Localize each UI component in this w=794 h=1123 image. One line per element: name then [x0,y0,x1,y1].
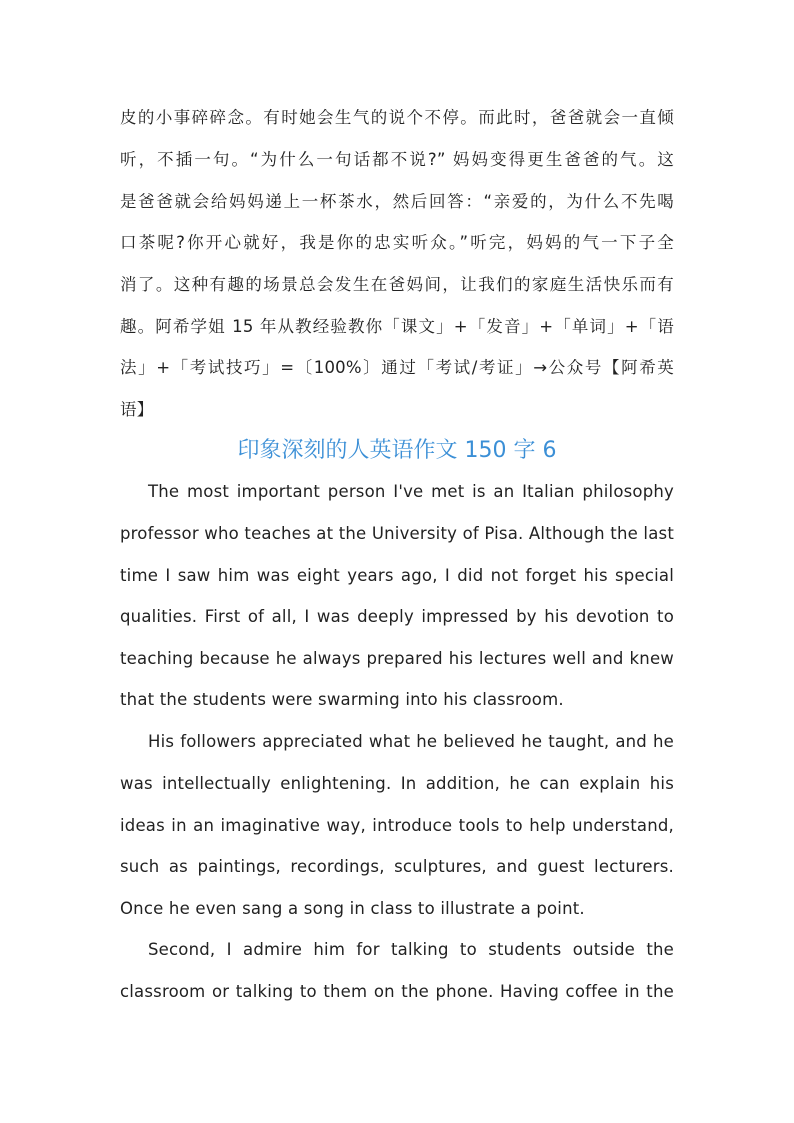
text-line: 法」+「考试技巧」=〔100%〕通过「考试/考证」→公众号【阿希英 [120,358,674,377]
text-line: that the students were swarming into his classroom. [120,690,564,709]
text-line: 消了。这种有趣的场景总会发生在爸妈间，让我们的家庭生活快乐而有 [120,275,674,294]
text-line: time I saw him was eight years ago, I did not forget his special [120,566,674,585]
text-line: qualities. First of all, I was deeply impressed by his devotion to [120,607,674,626]
text-line: 趣。阿希学姐 15 年从教经验教你「课文」+「发音」+「单词」+「语 [120,317,674,336]
text-line: Once he even sang a song in class to illustrate a point. [120,899,585,918]
text-line: such as paintings, recordings, sculptures, and guest lecturers. [120,857,674,876]
text-line: classroom or talking to them on the phone. Having coffee in the [120,982,674,1001]
text-line: Second, I admire him for talking to students outside the [148,940,674,959]
text-line: 口茶呢?你开心就好，我是你的忠实听众。”听完，妈妈的气一下子全 [120,233,674,252]
text-line: ideas in an imaginative way, introduce tools to help understand, [120,816,674,835]
text-line: was intellectually enlightening. In addition, he can explain his [120,774,674,793]
text-line: teaching because he always prepared his lectures well and knew [120,649,674,668]
text-line: professor who teaches at the University of Pisa. Although the last [120,524,674,543]
text-line: 语】 [120,400,154,419]
text-line: 听，不插一句。“为什么一句话都不说?” 妈妈变得更生爸爸的气。这 [120,150,674,169]
section-heading: 印象深刻的人英语作文 150 字 6 [237,438,557,463]
text-line: 皮的小事碎碎念。有时她会生气的说个不停。而此时，爸爸就会一直倾 [120,108,674,127]
text-line: The most important person I've met is an Italian philosophy [148,482,674,501]
text-line: His followers appreciated what he believed he taught, and he [148,732,674,751]
text-line: 是爸爸就会给妈妈递上一杯茶水，然后回答：“亲爱的，为什么不先喝 [120,192,674,211]
